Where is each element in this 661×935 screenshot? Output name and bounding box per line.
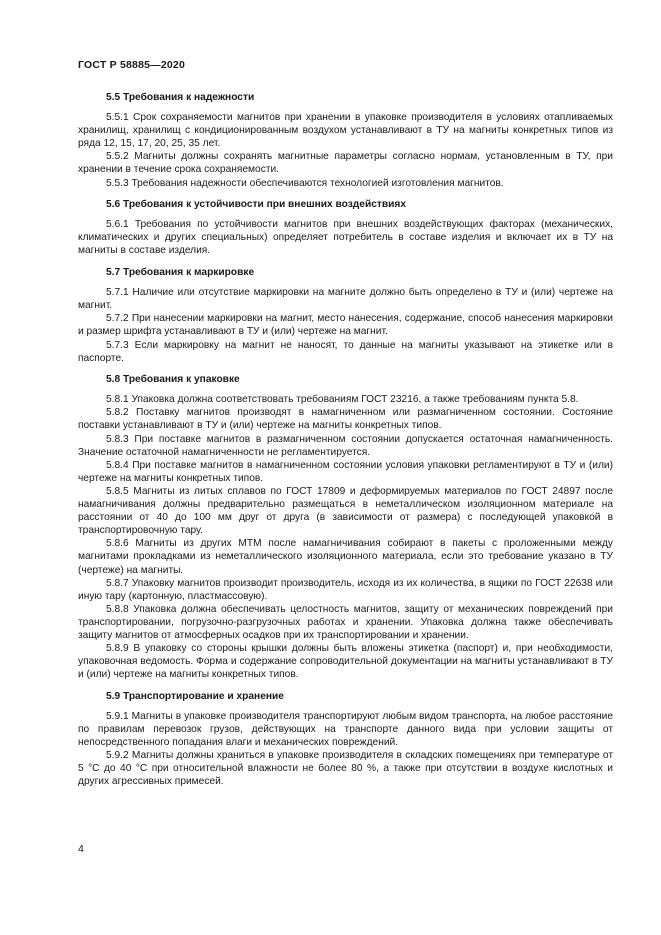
paragraph: 5.7.1 Наличие или отсутствие маркировки на магните должно быть определено в ТУ и (или) чертеже на магнит. (78, 287, 613, 312)
paragraph: 5.8.3 При поставке магнитов в размагниченном состоянии допускается остаточная намагниченность. Значение остаточной намагниченности не регламентируется. (78, 433, 613, 458)
paragraph: 5.8.1 Упаковка должна соответствовать требованиям ГОСТ 23216, а также требованиям пункта 5.8. (106, 394, 579, 406)
section-5-8 (78, 373, 613, 681)
paragraph: 5.5.3 Требования надежности обеспечиваются технологией изготовления магнитов. (106, 177, 504, 189)
document-body (78, 91, 613, 789)
section-5-6 (78, 198, 613, 257)
paragraph: 5.9.1 Магниты в упаковке производителя транспортируют любым видом транспорта, на любое расстояние по правилам перевозок грузов, действующих на транспорте данного вида при условии защиты от непосредственного попадания влаги и механических повреждений. (78, 710, 613, 749)
paragraph: 5.8.4 При поставке магнитов в намагниченном состоянии условия упаковки регламентируют в ТУ и (или) чертеже на магниты конкретных типов. (78, 459, 613, 484)
section-5-5 (78, 91, 613, 190)
paragraph: 5.8.2 Поставку магнитов производят в намагниченном или размагниченном состоянии. Состояние поставки устанавливают в ТУ и (или) чертеже на магниты конкретных типов. (78, 407, 613, 432)
paragraph: 5.5.1 Срок сохраняемости магнитов при хранении в упаковке производителя в условиях отапливаемых хранилищ, хранилищ с кондиционированным воздухом устанавливают в ТУ на магниты конкретных типов из ряда 12, 15, 17, 20, 25, 35 лет. (78, 112, 613, 150)
section-5-9 (78, 690, 613, 789)
section-title: 5.7 Требования к маркировке (106, 267, 255, 279)
section-title: 5.6 Требования к устойчивости при внешних воздействиях (106, 199, 406, 211)
page-number: 4 (78, 843, 84, 855)
paragraph: 5.8.6 Магниты из других МТМ после намагничивания собирают в пакеты с проложенными между магнитами прокладками из неметаллического изоляционного материала, если это требование указано в ТУ (чертеже) на магниты. (78, 538, 613, 576)
section-title: 5.8 Требования к упаковке (106, 374, 240, 386)
document-header: ГОСТ Р 58885—2020 (78, 59, 186, 71)
paragraph: 5.9.2 Магниты должны храниться в упаковке производителя в складских помещениях при температуре от 5 °С до 40 °С при относительной влажности не более 80 %, а также при отсутствии в воздухе кислотных и других агрессивных примесей. (78, 750, 613, 788)
paragraph: 5.5.2 Магниты должны сохранять магнитные параметры согласно нормам, установленным в ТУ, при хранении в течение срока сохраняемости. (78, 151, 613, 176)
paragraph: 5.7.3 Если маркировку на магнит не наносят, то данные на магниты указывают на этикетке или в паспорте. (78, 339, 613, 364)
paragraph: 5.6.1 Требования по устойчивости магнитов при внешних воздействующих факторах (механических, климатических и других специальных) определяет потребитель в составе изделия и включает их в ТУ на магниты в составе изделия. (78, 219, 613, 257)
section-title: 5.5 Требования к надежности (106, 92, 255, 103)
paragraph: 5.7.2 При нанесении маркировки на магнит, место нанесения, содержание, способ нанесения маркировки и размер шрифта устанавливают в ТУ и (или) чертеже на магнит. (78, 313, 613, 338)
paragraph: 5.8.8 Упаковка должна обеспечивать целостность магнитов, защиту от механических повреждений при транспортировании, погрузочно-разгрузочных работах и хранении. Упаковка должна также обеспечивать защиту магнитов от атмосферных осадков при их транспортировании и хранении. (78, 603, 613, 641)
paragraph: 5.8.7 Упаковку магнитов производит производитель, исходя из их количества, в ящики по ГОСТ 22638 или иную тару (картонную, пластмассовую). (78, 577, 613, 602)
paragraph: 5.8.5 Магниты из литых сплавов по ГОСТ 17809 и деформируемых материалов по ГОСТ 24897 после намагничивания должны предварительно размещаться в неметаллическом изоляционном материале на расстоянии от 40 до 100 мм друг от друга (в зависимости от размера) с последующей упаковкой в транспортировочную тару. (78, 485, 613, 537)
section-5-7 (78, 266, 613, 365)
paragraph: 5.8.9 В упаковку со стороны крышки должны быть вложены этикетка (паспорт) и, при необходимости, упаковочная ведомость. Форма и содержание сопроводительной документации на магниты устанавливают в ТУ и (или) чертеже на магниты конкретных типов. (78, 643, 613, 681)
section-title: 5.9 Транспортирование и хранение (106, 690, 284, 702)
